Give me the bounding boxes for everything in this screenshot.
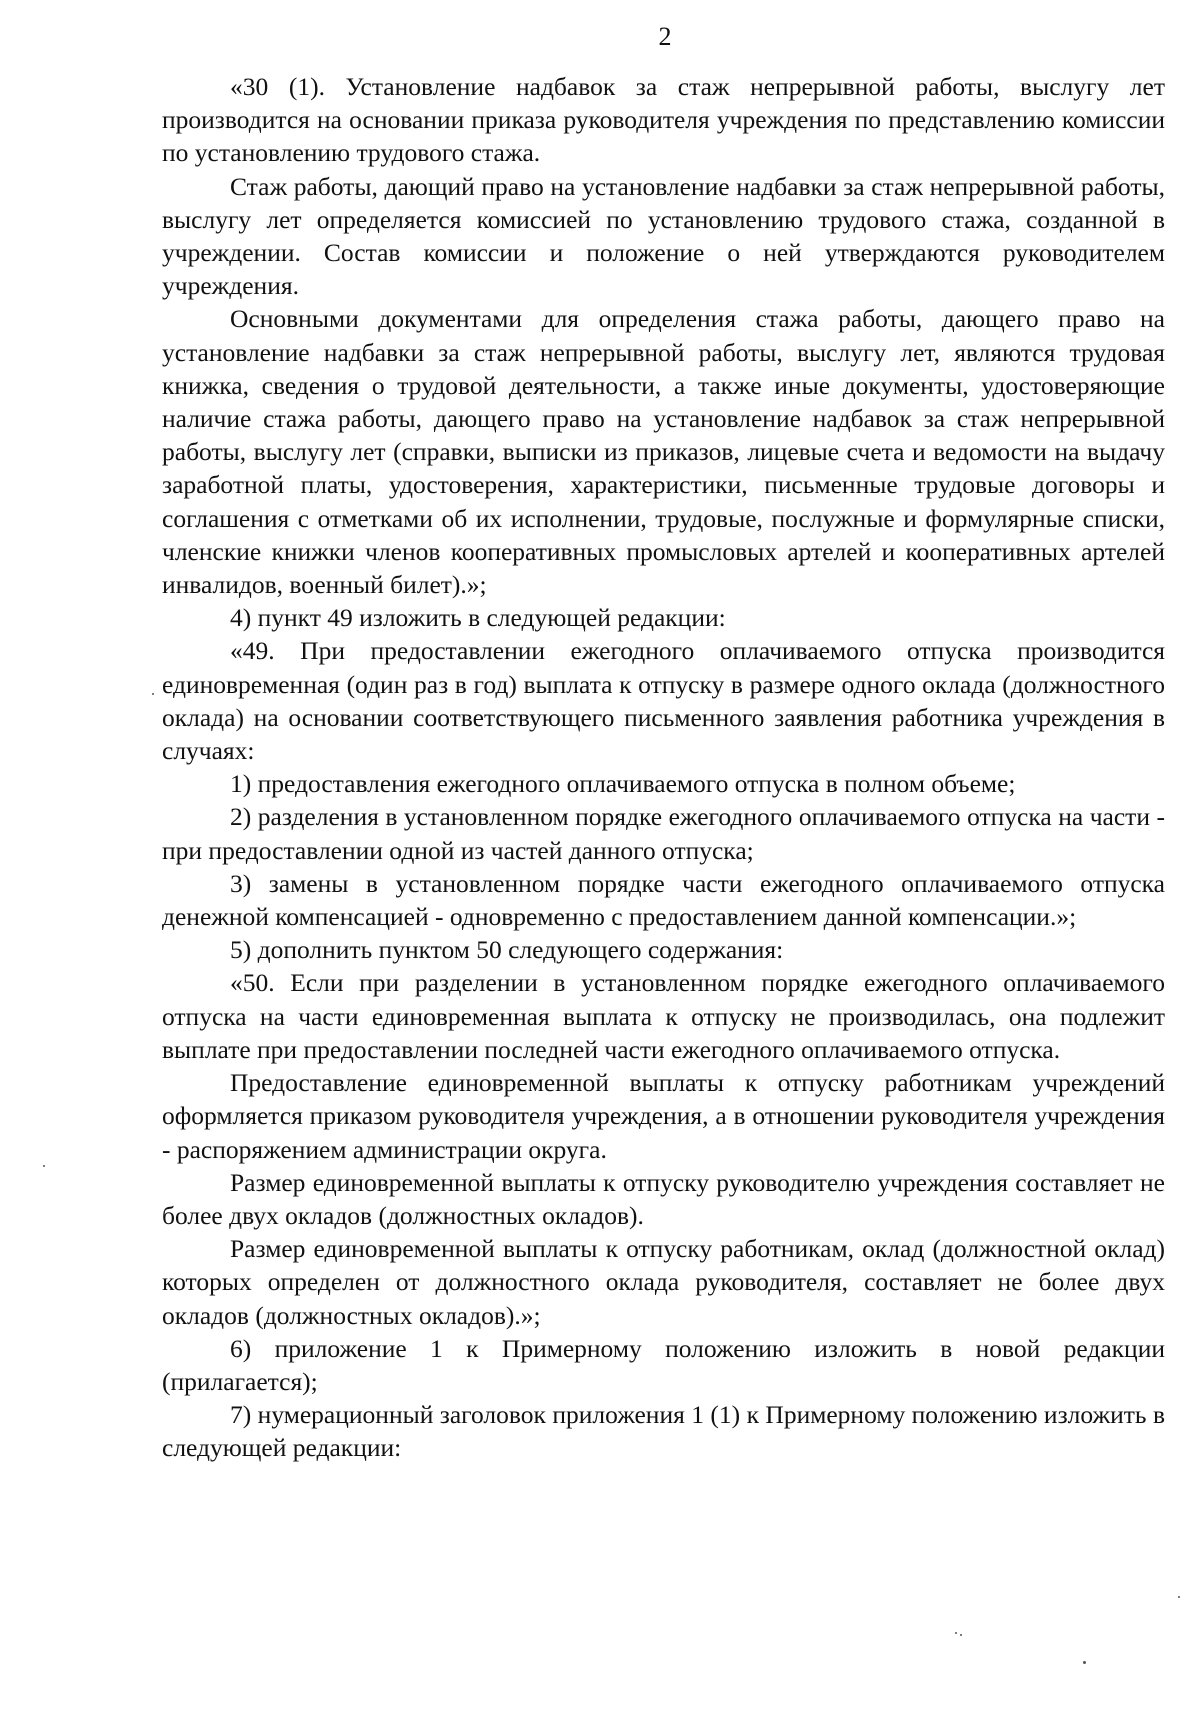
scan-speck	[1083, 1661, 1086, 1664]
document-body	[162, 70, 1165, 1465]
paragraph-49-case-1: 1) предоставления ежегодного оплачиваемого отпуска в полном объеме;	[230, 769, 1016, 799]
paragraph-item-6: 6) приложение 1 к Примерному положению изложить в новой редакции (прилагается);	[162, 1333, 1165, 1396]
scan-speck	[1178, 1596, 1180, 1598]
paragraph-30-1-intro: «30 (1). Установление надбавок за стаж непрерывной работы, выслугу лет производится на основании приказа руководителя учреждения по представлению комиссии по установлению трудового стажа.	[162, 72, 1165, 168]
paragraph-49-intro: «49. При предоставлении ежегодного оплачиваемого отпуска производится единовременная (один раз в год) выплата к отпуску в размере одного оклада (должностного оклада) на основании соответствующего письменного заявления работника учреждения в случаях:	[162, 636, 1165, 766]
paragraph-item-7: 7) нумерационный заголовок приложения 1 (1) к Примерному положению изложить в следующей редакции:	[162, 1400, 1165, 1463]
scan-speck	[960, 1634, 962, 1636]
paragraph-stazh-commission: Стаж работы, дающий право на установление надбавки за стаж непрерывной работы, выслугу лет определяется комиссией по установлению трудового стажа, созданной в учреждении. Состав комиссии и положение о ней утверждаются руководителем учреждения.	[162, 171, 1165, 301]
scan-speck	[955, 1632, 957, 1634]
paragraph-50-intro: «50. Если при разделении в установленном порядке ежегодного оплачиваемого отпуска на части единовременная выплата к отпуску не производилась, она подлежит выплате при предоставлении последней части ежегодного оплачиваемого отпуска.	[162, 968, 1165, 1064]
scan-speck	[152, 693, 154, 695]
scan-speck	[43, 1165, 45, 1167]
page-number: 2	[658, 22, 672, 51]
paragraph-50-staff-amount: Размер единовременной выплаты к отпуску работникам, оклад (должностной оклад) которых определен от должностного оклада руководителя, составляет не более двух окладов (должностных окладов).»;	[162, 1234, 1165, 1330]
paragraph-50-order: Предоставление единовременной выплаты к отпуску работникам учреждений оформляется приказом руководителя учреждения, а в отношении руководителя учреждения - распоряжением администрации округа.	[162, 1068, 1165, 1164]
paragraph-50-head-amount: Размер единовременной выплаты к отпуску руководителю учреждения составляет не более двух окладов (должностных окладов).	[162, 1167, 1165, 1230]
paragraph-item-5: 5) дополнить пунктом 50 следующего содержания:	[230, 935, 784, 965]
paragraph-49-case-3: 3) замены в установленном порядке части ежегодного оплачиваемого отпуска денежной компенсацией - одновременно с предоставлением данной компенсации.»;	[162, 868, 1165, 932]
paragraph-documents-list: Основными документами для определения стажа работы, дающего право на установление надбавки за стаж непрерывной работы, выслугу лет, являются трудовая книжка, сведения о трудовой деятельности, а также иные документы, удостоверяющие наличие стажа работы, дающего право на установление надбавок за стаж непрерывной работы, выслугу лет (справки, выписки из приказов, лицевые счета и ведомости на выдачу заработной платы, удостоверения, характеристики, письменные трудовые договоры и соглашения с отметками об их исполнении, трудовые, послужные и формулярные списки, членские книжки членов кооперативных промысловых артелей и кооперативных артелей инвалидов, военный билет).»;	[162, 304, 1165, 600]
paragraph-49-case-2: 2) разделения в установленном порядке ежегодного оплачиваемого отпуска на части - при предоставлении одной из частей данного отпуска;	[162, 802, 1165, 865]
paragraph-item-4: 4) пункт 49 изложить в следующей редакции:	[230, 603, 726, 633]
